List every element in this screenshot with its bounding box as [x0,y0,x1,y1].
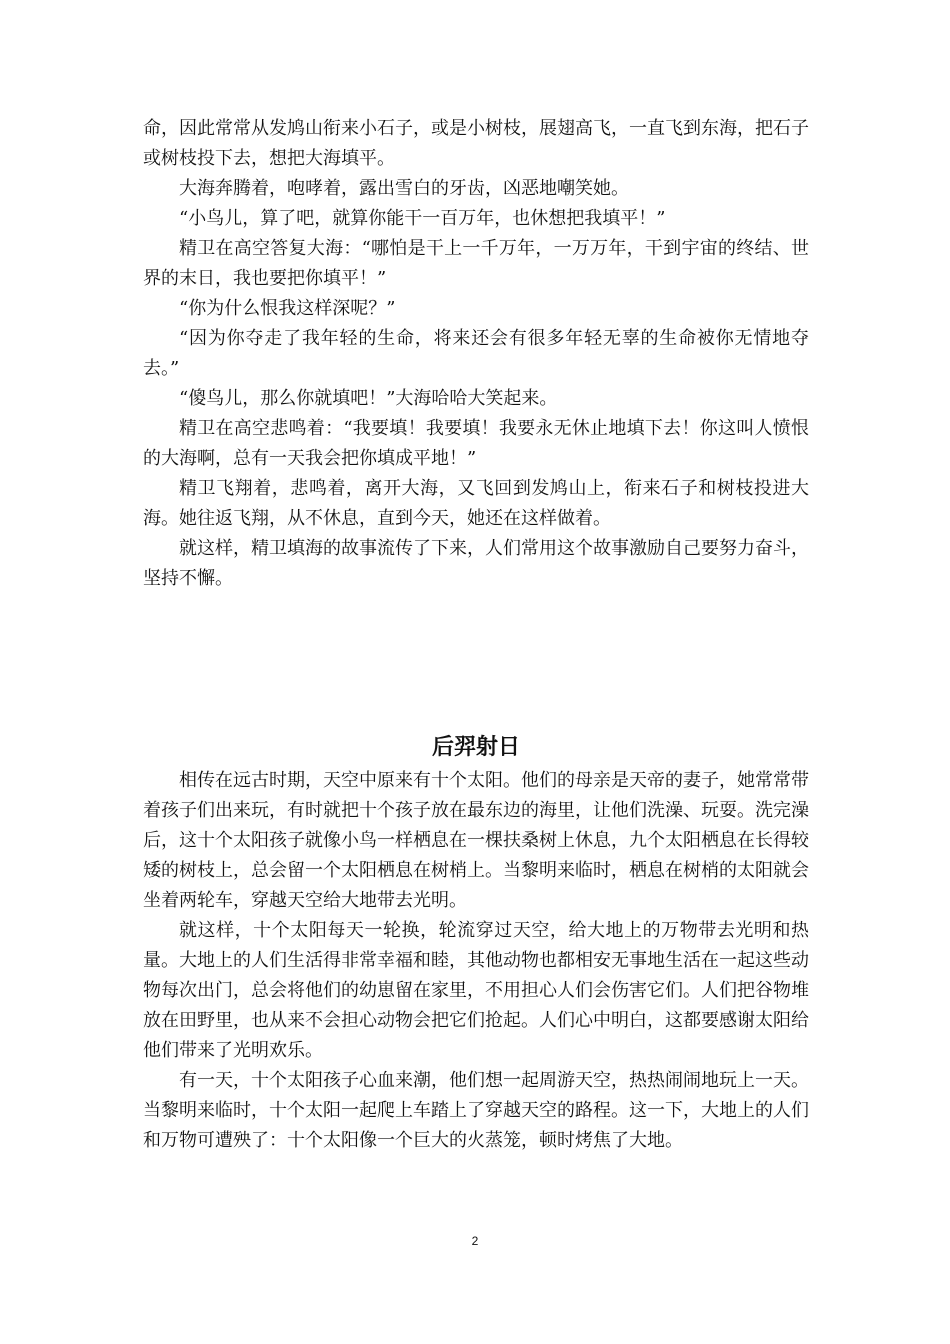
section-title: 后羿射日 [431,735,520,760]
story-jingwei-continuation [143,114,809,594]
paragraph: 大海奔腾着，咆哮着，露出雪白的牙齿，凶恶地嘲笑她。 [179,178,629,199]
paragraph: 相传在远古时期，天空中原来有十个太阳。他们的母亲是天帝的妻子，她常常带着孩子们出来玩，有时就把十个孩子放在最东边的海里，让他们洗澡、玩耍。洗完澡后，这十个太阳孩子就像小鸟一样栖息在一棵扶桑树上休息，九个太阳栖息在长得较矮的树枝上，总会留一个太阳栖息在树梢上。当黎明来临时，栖息在树梢的太阳就会坐着两轮车，穿越天空给大地带去光明。 [143,770,809,911]
paragraph: “傻鸟儿，那么你就填吧！”大海哈哈大笑起来。 [179,388,558,409]
paragraph: 精卫飞翔着，悲鸣着，离开大海，又飞回到发鸠山上，衔来石子和树枝投进大海。她往返飞翔，从不休息，直到今天，她还在这样做着。 [143,478,809,529]
paragraph: “小鸟儿，算了吧，就算你能干一百万年，也休想把我填平！” [179,208,666,229]
paragraph: “因为你夺走了我年轻的生命，将来还会有很多年轻无辜的生命被你无情地夺去。” [143,328,809,379]
paragraph: 精卫在高空悲鸣着：“我要填！我要填！我要永无休止地填下去！你这叫人愤恨的大海啊，总有一天我会把你填成平地！” [143,418,809,469]
paragraph: 就这样，精卫填海的故事流传了下来，人们常用这个故事激励自己要努力奋斗，坚持不懈。 [143,538,809,589]
paragraph: 有一天，十个太阳孩子心血来潮，他们想一起周游天空，热热闹闹地玩上一天。当黎明来临时，十个太阳一起爬上车踏上了穿越天空的路程。这一下，大地上的人们和万物可遭殃了：十个太阳像一个巨大的火蒸笼，顿时烤焦了大地。 [143,1070,809,1151]
story-houyi [143,766,809,1156]
paragraph: 精卫在高空答复大海：“哪怕是干上一千万年，一万万年，干到宇宙的终结、世界的末日，我也要把你填平！” [143,238,809,289]
paragraph: 就这样，十个太阳每天一轮换，轮流穿过天空，给大地上的万物带去光明和热量。大地上的人们生活得非常幸福和睦，其他动物也都相安无事地生活在一起这些动物每次出门，总会将他们的幼崽留在家里，不用担心人们会伤害它们。人们把谷物堆放在田野里，也从来不会担心动物会把它们抢起。人们心中明白，这都要感谢太阳给他们带来了光明欢乐。 [143,920,809,1061]
page-number: 2 [471,1234,479,1248]
paragraph: 命，因此常常从发鸠山衔来小石子，或是小树枝，展翅高飞，一直飞到东海，把石子或树枝投下去，想把大海填平。 [143,118,809,169]
paragraph: “你为什么恨我这样深呢？” [179,298,396,319]
